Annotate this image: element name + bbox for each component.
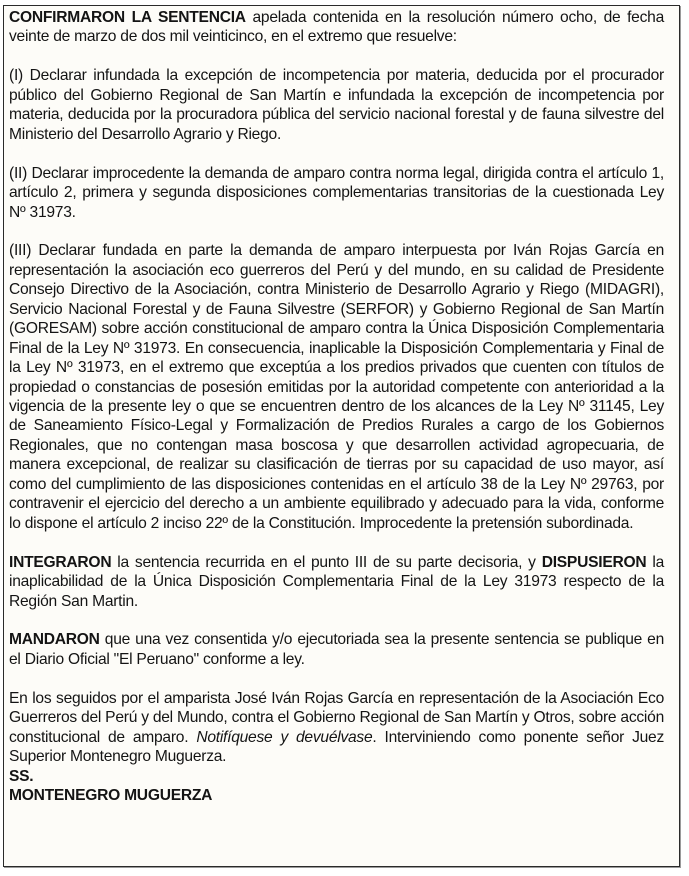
confirm-paragraph xyxy=(9,8,664,47)
confirm-lead: CONFIRMARON LA SENTENCIA xyxy=(9,9,246,26)
dispose-lead: DISPUSIERON xyxy=(541,553,647,571)
order-lead: MANDARON xyxy=(9,631,100,649)
resolution-text xyxy=(9,8,664,805)
point-1-paragraph: (I) Declarar infundada la excepción de incompetencia por materia, deducida por el procurador público del Gobierno Regional de San Martín e infundada la excepción de incompetencia por materia, deducida por la procuradora pública del servicio nacional forestal y de fauna silvestre del Ministerio del Desarrollo Agrario y Riego. xyxy=(9,67,664,143)
dispose-text: la inaplicabilidad de la Única Disposición Complementaria Final de la Ley 31973 respecto de la Región San Martin. xyxy=(9,553,664,610)
integrate-paragraph xyxy=(9,553,664,611)
closing-italic: Notifíquese y devuélvase xyxy=(196,728,373,746)
integrate-text: la sentencia recurrida en el punto III de su parte decisoria, y xyxy=(111,553,542,571)
closing-paragraph xyxy=(9,689,664,767)
closing-text-2: . Interviniendo como ponente señor Juez Superior Montenegro Muguerza. xyxy=(9,728,665,766)
signature-name: MONTENEGRO MUGUERZA xyxy=(9,787,213,805)
order-paragraph xyxy=(9,630,664,669)
confirm-text: apelada contenida en la resolución número ocho, de fecha veinte de marzo de dos mil veinticinco, en el extremo que resuelve: xyxy=(9,9,664,46)
integrate-lead: INTEGRARON xyxy=(9,553,112,571)
signature-abbrev: SS. xyxy=(9,767,34,785)
point-2-paragraph: (II) Declarar improcedente la demanda de amparo contra norma legal, dirigida contra el artículo 1, artículo 2, primera y segunda disposiciones complementarias transitorias de la cuestionada Ley Nº 31973. xyxy=(9,164,664,221)
order-text: que una vez consentida y/o ejecutoriada sea la presente sentencia se publique en el Diario Oficial "El Peruano" conforme a ley. xyxy=(9,631,664,668)
closing-text-1: En los seguidos por el amparista José Iván Rojas García en representación de la Asociación Eco Guerreros del Perú y del Mundo, contra el Gobierno Regional de San Martín y Otros, sobre acción constitucional de amparo. xyxy=(9,689,664,746)
point-3-paragraph: (III) Declarar fundada en parte la demanda de amparo interpuesta por Iván Rojas García en representación la asociación eco guerreros del Perú y del mundo, en su calidad de Presidente Consejo Directivo de la Asociación, contra Ministerio de Desarrollo Agrario y Riego (MIDAGRI), Servicio Nacional Forestal y de Fauna Silvestre (SERFOR) y Gobierno Regional de San Martín (GORESAM) sobre acción constitucional de amparo contra la Única Disposición Complementaria Final de la Ley Nº 31973. En consecuencia, inaplicable la Disposición Complementaria y Final de la Ley Nº 31973, en el extremo que exceptúa a los predios privados que cuenten con títulos de propiedad o constancias de posesión emitidas por la autoridad competente con anterioridad a la vigencia de la presente ley o que se encuentren dentro de los alcances de la Ley Nº 31145, Ley de Saneamiento Físico-Legal y Formalización de Predios Rurales a cargo de los Gobiernos Regionales, que no contengan masa boscosa y que desarrollen actividad agropecuaria, de manera excepcional, de realizar su clasificación de tierras por su capacidad de uso mayor, así como del cumplimiento de las disposiciones contenidas en el artículo 38 de la Ley Nº 29763, por contravenir el ejercicio del derecho a un ambiente equilibrado y adecuado para la vida, conforme lo dispone el artículo 2 inciso 22º de la Constitución. Improcedente la pretensión subordinada. xyxy=(9,242,664,532)
